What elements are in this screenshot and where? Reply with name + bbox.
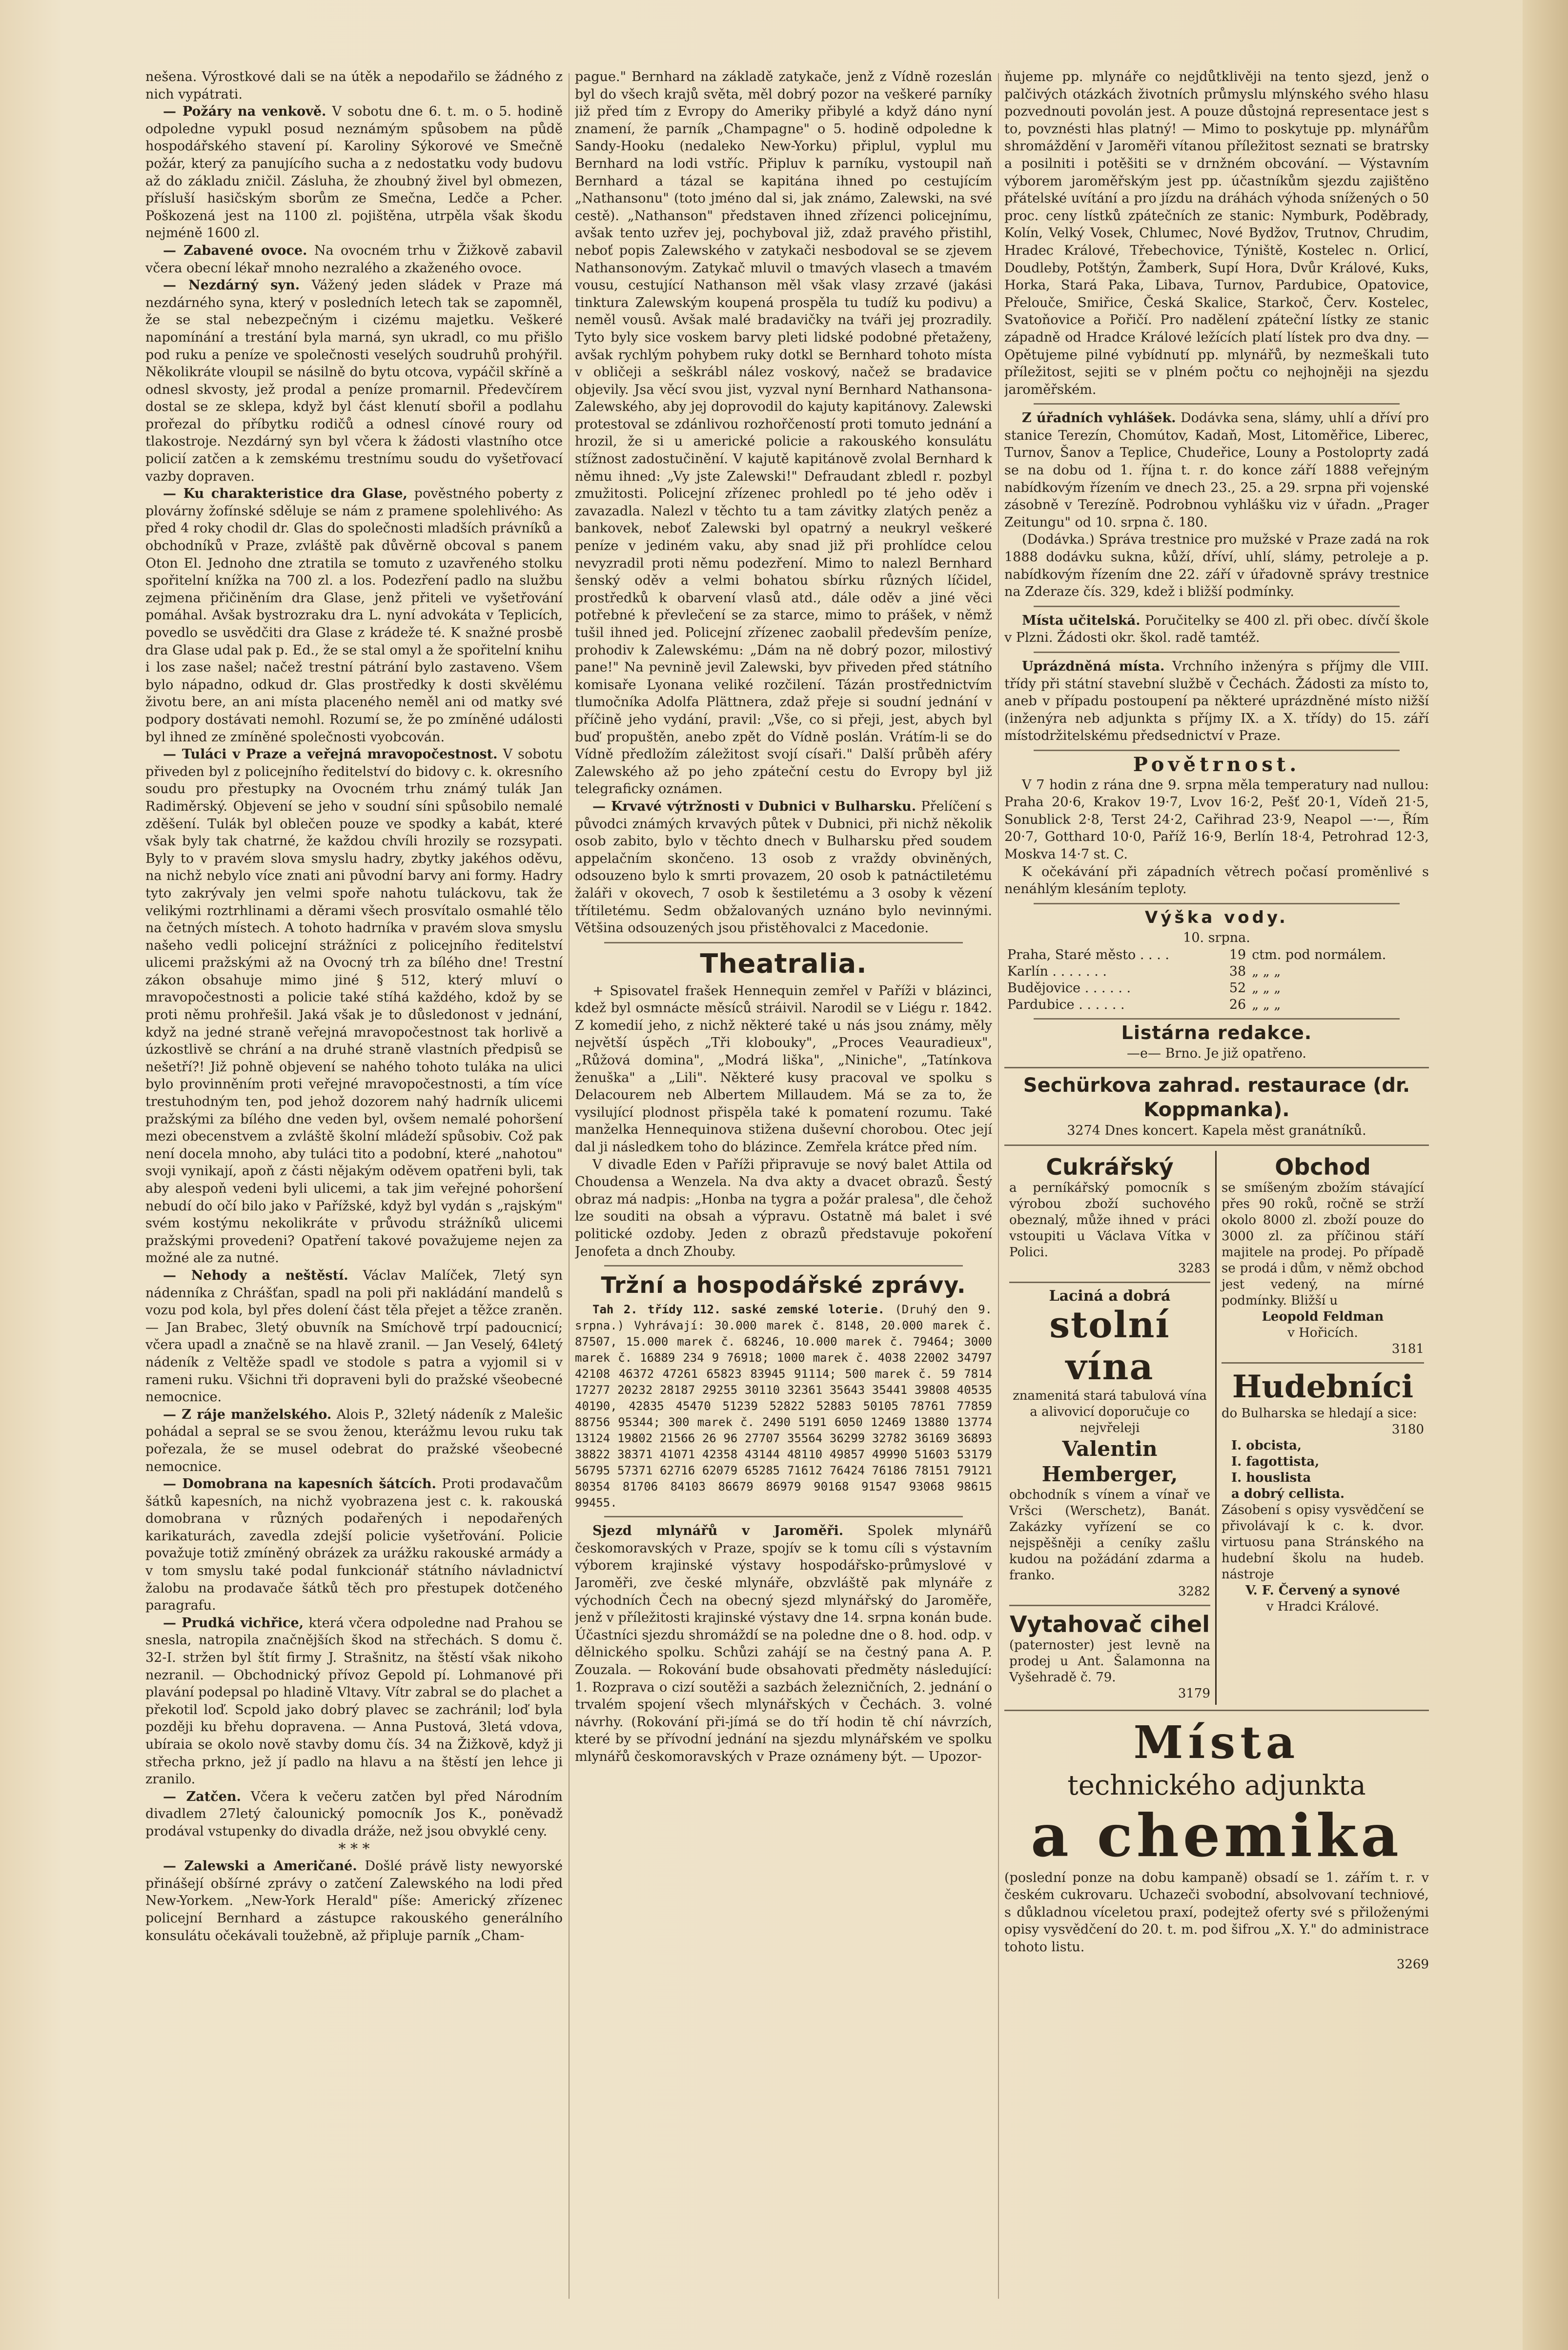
article-title: — Tuláci v Praze a veřejná mravopočestnost. [163,747,498,762]
divider [1034,606,1400,607]
ad-number: 3269 [1396,1957,1429,1972]
article-title: Sjezd mlynářů v Jaroměři. [592,1523,844,1539]
table-row [1004,947,1429,963]
ad-wine-body: znamenitá stará tabulová vína a alivovicí doporučuje co nejvřeleji [1013,1388,1207,1435]
divider [1034,652,1400,653]
divider [1034,403,1400,405]
article [145,277,563,485]
divider [1034,1018,1400,1020]
editorial-note: —e— Brno. Je již opatřeno. [1127,1045,1306,1061]
ad-number: 3181 [1391,1341,1424,1356]
article [145,1788,563,1840]
ad-column-left [1004,1151,1217,1705]
unit: „ „ „ [1252,980,1281,996]
article-text: Včera k večeru zatčen byl před Národním divadlem 27letý čalounický pomocník Jos K., poněvadž prodával vstupenky do divadla dráže, než jsou obvyklé ceny. [145,1789,563,1839]
article-title: Uprázdněná místa. [1022,659,1165,674]
article [145,1406,563,1475]
ad-shop-title: Obchod [1275,1153,1371,1180]
list-item: I. fagottista, [1231,1454,1320,1469]
divider [604,942,963,943]
ad-brick-lift-body: (paternoster) jest levně na prodej u Ant. Šalamonna na Vyšehradě č. 79. [1009,1637,1210,1685]
list-item: I. houslista [1231,1470,1311,1485]
article-title: — Zalewski a Američané. [163,1859,357,1874]
article-text: Přelíčení s původci známých krvavých půtek v Dubnici, při nichž několik osob zabito, bylo v těchto dnech v Bulharsku před soudem appelačním skončeno. 13 osob z vraždy obviněných, odsouzeno bylo k smrti provazem, 20 osob k patnáctiletému žaláři v okovech, 7 osob k šestiletému a 3 osoby k vězení třítiletému. Sedm obžalovaných uznáno bylo nevinnými. Většina odsouzených jsou přistěhovalci z Macedonie. [575,798,992,936]
article-text: Proti prodavačům šátků kapesních, na nichž vyobrazena jest c. k. rakouská domobrana v různých podařených i nepodařených karikaturách, zavedla zdejší policie vyšetřování. Policie považuje totiž zmíněný obrázek za urážku rakouské armády a v tom smyslu také podal funkcionář státního návladnictví žalobu na prodavače šátků těch pro přestupek dotčeného paragrafu. [145,1476,563,1614]
article-title: — Ku charakteristice dra Glase, [163,486,407,502]
value: 19 [1229,947,1246,962]
article-text: Došlé právě listy newyorské přinášejí obšírné zprávy o zatčení Zalewského na lodi před New-Yorkem. „New-York Herald" píše: Americký zřízenec policejní Bernhard a zástupce rakouského generálního konsulátu očekávali toužebně, až připluje parník „Cham- [145,1859,563,1943]
article-text: Václav Malíček, 7letý syn nádenníka z Chrášťan, spadl na poli při nakládání mandelů s vozu pod kola, byl přes dolení část těla přejet a těžce zraněn. — Jan Brabec, 3letý obuvník na Smíchově trpí padoucnicí; včera upadl a značně se na hlavě zranil. — Jan Veselý, 64letý nádeník z Veltěže spadl ve stodole s patra a vyjomil si v rameni ruku. Všichni tři dopraveni byli do pražské všeobecné nemocnice. [145,1267,563,1405]
ad-shop-body: se smíšeným zbožím stávající přes 90 roků, ročně se strží okolo 8000 zl. zboží pouze do 3000 zl. za příčinou stáří majitele na prodej. Po případě se prodá i dům, v němž obchod jest vedený, na mírné podmínky. Bližší u [1222,1180,1424,1308]
section-heading-theatralia: Theatralia. [700,948,867,979]
section-heading-weather: Povětrnost. [1133,753,1301,776]
article-title: — Nezdárný syn. [163,278,300,293]
article-text: + Spisovatel frašek Hennequin zemřel v Paříži v blázinci, kdež byl osmnácte měsíců stráivil. Narodil se v Liégu r. 1842. Z komedií jeho, z nichž některé také u nás jsou známy, měly největší úspěch „Tři klobouky", „Proces Veauradieux", „Růžová domina", „Modrá liška", „Niniche", „Tatínkova ženuška" a „Lili". Některé kusy pracoval ve spolku s Delacourem neb Albertem Millaudem. Má se za to, že vysilující plodnost přispěla také k pomatení rozumu. Také manželka Hennequinova stižena duševní chorobou. Otec její dal ji následkem toho do blázince. Zemřela krátce před ním. [575,983,992,1155]
article-title: Z úřadních vyhlášek. [1022,410,1176,426]
value: 26 [1229,997,1246,1012]
article-text: která včera odpoledne nad Prahou se snesla, natropila značnějších škod na střechách. S domu č. 32-I. stržen byl štít firmy J. Strašnitz, na štěstí však nikoho nezranil. — Obchodnický přívoz Gepold pí. Lohmanové při plavání podepsal po hladině Vltavy. Vítr zabral se do plachet a překotil loď. Scpold jako dobrý plavec se zachránil; loď byla později ku břehu dopravena. — Anna Pustová, 3letá vdova, ubíraia se okolo nově stavby domu čís. 34 na Žižkově, když ji střecha prkno, jež jí padlo na hlavu a na štěstí jen lehce ji zranilo. [145,1615,563,1787]
weather-report: V 7 hodin z rána dne 9. srpna měla temperatury nad nullou: Praha 20·6, Krakov 19·7, Lvov 16·2, Pešť 20·1, Vídeň 21·5, Sonublick 2·8, Terst 24·2, Cařihrad 23·9, Neapol —·—, Řím 20·7, Gotthard 10·0, Paříž 16·9, Berlín 18·4, Petrohrad 12·3, Moskva 14·7 st. C. [1004,777,1429,862]
article [145,1475,563,1614]
ad-musicians-body: do Bulharska se hledají a sice: [1222,1406,1417,1421]
table-row [1004,980,1429,997]
article-text: Dodávka sena, slámy, uhlí a dříví pro stanice Terezín, Chomútov, Kadaň, Most, Litoměřice, Liberec, Turnov, Šanov a Teplice, Chudeřice, Louny a Postoloprty zadá se na dobu od 1. října t. r. do konce září 1888 veřejným nabídkovým řízením ve dnech 23., 25. a 29. srpna při vojenské zásobně v Terezíně. Podrobnou vyhlášku viz v úřadn. „Prager Zeitungu" od 10. srpna č. 180. [1004,410,1429,530]
ad-musicians-body-2: Zásobení s opisy vysvědčení se přivolávají k c. k. dvor. virtuosu pana Stránského na hudební školu na hudeb. nástroje [1222,1502,1424,1582]
divider [1004,1710,1429,1711]
divider [1004,1144,1429,1146]
place: Praha, Staré město . . . . [1007,947,1169,962]
water-level-table [1004,947,1429,1013]
place: Karlín . . . . . . . [1007,963,1107,979]
value: 52 [1229,980,1246,996]
ad-restaurant-title: Sechürkova zahrad. restaurace (dr. Koppmanka). [1023,1074,1410,1122]
ad-wine-title: Laciná a dobrá [1049,1287,1171,1305]
article-title: — Domobrana na kapesních šátcích. [163,1476,436,1492]
column-1 [145,68,563,2304]
column-divider [569,73,570,2299]
article [1004,409,1429,531]
ad-number: 3282 [1178,1584,1210,1599]
article-title: — Prudká vichřice, [163,1615,304,1631]
section-heading-water-level: Výška vody. [1145,907,1288,927]
ad-number: 3283 [1178,1261,1210,1276]
article [575,798,992,937]
unit: „ „ „ [1252,997,1281,1012]
table-row [1004,963,1429,980]
ad-wine-headline: stolní vína [1049,1304,1170,1388]
lottery-results: (Druhý den 9. srpna.) Vyhrávají: 30.000 marek č. 8148, 20.000 marek č. 87507, 15.000 marek č. 68246, 10.000 marek č. 79464; 3000 marek č. 16889 234 9 76918; 1000 marek č. 4038 22002 34797 42108 46372 47261 65823 83945 91114; 500 marek č. 59 7814 17277 20232 28187 29255 30110 32361 35643 35441 39808 40535 40190, 42835 45470 51239 52822 52883 50105 78761 77859 88756 95344; 300 marek č. 2490 5191 6050 12469 13880 13774 13124 19802 21566 26 96 27707 35564 36299 32782 36169 36893 38822 38371 41071 42358 43144 48110 49857 49990 51603 53179 56795 57371 62716 62079 65285 71612 76424 76186 78151 79121 80354 81706 84103 86679 86979 90168 91547 93068 98615 99455. [575,1303,992,1510]
article [145,1614,563,1788]
article-text: pague." Bernhard na základě zatykače, jenž z Vídně rozeslán byl do všech krajů světa, měl dobrý pozor na veškeré parníky již před tím z Evropy do Ameriky přibylé a když dáno nyní znamení, že parník „Champagne" o 5. hodině odpoledne k Sandy-Hooku (nedaleko New-Yorku) připlul, vyplul mu Bernhard na lodi vstříc. Připluv k parníku, vystoupil naň Bernhard a tázal se kapitána ihned po cestujícím „Nathansonu" (toto jméno dal si, jak známo, Zalewski, na své cestě). „Nathanson" představen ihned zřízenci policejnímu, avšak tento uzřev jej, pochyboval již, zdaž pravého přistihl, neboť popis Zalewského v zatykači nesbodoval se se zjevem Nathansonovým. Zatykač mluvil o tmavých vlasech a tmavém vousu, cestující Nathanson měl však vlasy zrzavé (jakási tinktura Zalewským koupená prospěla tu tudíž ku podivu) a neměl vousů. Avšak malé bradavičky na tváři jej prozradily. Tyto byly sice voskem barvy pleti lidské podobné přetaženy, avšak rychlým pohybem ruky dotkl se Bernhard tohoto místa v obličeji a seškrábl nález voskový, načež se bradavice objevily. Jsa věcí svou jist, vyzval nyní Bernhard Nathansona-Zalewského, aby jej doprovodil do kajuty kapitánovy. Zalewski protestoval se zdánlivou rozhořčeností proti tomuto jednání a hrozil, že si u americké policie a rakouského konsulátu stížnost zadostučinění. V kajutě kapitánově zvolal Bernhard k němu ihned: „Vy jste Zalewski!" Defraudant zbledl r. pozbyl zmužitosti. Policejní zřízenec prohledl po té jeho oděv i zavazadla. Nalezl v těchto tu a tam závitky zlatých peněz a bankovek, neboť Zalewski byl opatrný a neukryl veškeré peníze v jediném vaku, aby snad již při prohlídce celou nevyzradil proti němu podezření. Mimo to nalezl Bernhard šenský oděv a velmi bohatou sbírku různých líčidel, prostředků k obarvení vlasů atd., dále oděv a jiné věci potřebné k převlečení se za starce, mimo to prášek, v němž tušil ihned jed. Policejní zřízenec zaobalil především peníze, prohodiv k Zalewskému: „Dám na ně dobrý pozor, milostivý pane!" Na pevnině jevil Zalewski, byv přiveden před státního komisaře Lyonana veliké rozčilení. Tázán prostřednictvím tlumočníka Adolfa Plättnera, zdaž přeje si soudní jednání v příčině jeho vydání, pravil: „Vše, co si přeji, jest, abych byl buď propuštěn, anebo zpět do Vídně poslán. Vrátím-li se do Vídně předložím záležitost svojí císaři." Další průběh aféry Zalewského až po jeho zpáteční cestu do Evropy byl již telegraficky oznámen. [575,69,992,797]
article [575,1302,992,1511]
article-title: — Z ráje manželského. [163,1407,332,1422]
place: Budějovice . . . . . . [1007,980,1131,996]
article-text: Spolek mlynářů českomoravských v Praze, spojív se k tomu cíli s výstavním výborem krajinské výstavy hospodářsko-průmyslové v Jaroměři, zve české mlynáře, obzvláště pak mlynáře z východních Čech na obecný sjezd mlynářský do Jaroměře, jenž v příležitosti krajinské výstavy dne 14. srpna konán bude. Účastníci sjezdu shromáždí se na poledne dne o 8. hod. odp. v dělnického spolku. Schůzi zahájí se na čestný pana A. P. Zouzala. — Rokování bude obsahovati předměty následující: 1. Rozprava o cizí soutěži a sazbách železničních, 2. jednání o trvalém spojení všech mlynářských v Čechách. 3. volné návrhy. (Rokování při-jímá se do tří hodin tě chí návrzích, které by se přívodní jednání na sjezdu mlynářském ve spolku mlynářů českomoravských v Praze oznámeny být. — Upozor- [575,1523,992,1764]
list-item: a dobrý cellista. [1231,1486,1345,1501]
weather-forecast: K očekávání při západních větrech počasí proměnlivé s nenáhlým klesáním teploty. [1004,864,1429,897]
ad-number: 3180 [1391,1422,1424,1437]
column-divider [998,73,999,2299]
article-title: — Nehody a neštěstí. [163,1267,348,1283]
ad-position-body: (poslední ponze na dobu kampaně) obsadí se 1. zářím t. r. v českém cukrovaru. Uchazeči svobodní, absolvovaní techniové, s důkladnou víceletou praxí, podejtež oferty své s přiloženými opisy vysvědčení do 20. t. m. pod šifrou „X. Y." do administrace tohoto listu. [1004,1870,1429,1955]
article-text: Vážený jeden sládek v Praze má nezdárného syna, který v posledních letech tak se zapomněl, že se stal nebezpečným i cizému majetku. Veškeré napomínání a trestání byla marná, syn ukradl, co mu přišlo pod ruku a peníze ve společnosti veselých soudruhů prohýřil. Několikráte vloupil se násilně do bytu otcova, vypáčil skříně a odnesl skvosty, jež prodal a peníze promarnil. Předevčírem dostal se ze sklepa, když byl část klenutí sbořil a podlahu prořezal do příbytku rodičů a odnesl cínové roury od tlakostroje. Nezdárný syn byl včera k žádosti vlastního otce policií zatčen a k zemskému trestnímu soudu do vyšetřovací vazby dopraven. [145,278,563,484]
ad-confectioner-title: Cukrářský [1046,1153,1174,1180]
divider [1009,1282,1210,1283]
ad-restaurant-body: 3274 Dnes koncert. Kapela měst granátníků. [1067,1123,1366,1139]
article-text: pověstného poberty z plovárny žofínské sděluje se nám z pramene spolehlivého: As před 4 roky chodil dr. Glas do společnosti mladších právníků a obchodníků v Praze, zvláště pak důvěrně obcoval s panem Oton El. Jednoho dne ztratila se tomuto z uzavřeného stolku spořitelní knížka na 700 zl. a los. Podezření padlo na službu zejmena přičiněním dra Glase, jenž přiteli ve vyšetřování pomáhal. Avšak bystrozraku dra L. nyní advokáta v Teplicích, povedlo se usvědčiti dra Glase z krádeže té. K snažné prosbě dra Glase udal pak p. Ed., že se stal omyl a že spořitelní knihu i los zase našel; načež trestní pátrání bylo zastaveno. Všem bylo nápadno, odkud dr. Glas prostředky k dosti skvělému životu bere, an ani místa placeného neměl ani od matky své podpory dostávati nemohl. Rozumí se, že po zmíněné události byl ihned ze zmíněné společnosti vyobcován. [145,486,563,745]
ad-grid [1004,1151,1429,1705]
ad-position-headline: a chemika [1031,1801,1403,1870]
ad-shop-place: v Hořicích. [1287,1325,1358,1340]
divider [1004,1067,1429,1068]
column-2 [575,68,992,2304]
divider [604,1265,963,1267]
place: Pardubice . . . . . . [1007,997,1125,1012]
water-level-date: 10. srpna. [1183,930,1250,946]
article-text: Vrchního inženýra s příjmy dle VIII. třídy při státní stavební službě v Čechách. Žádosti za místo to, aneb v případu postoupení pa některé uprázdněné místo nižší (inženýra neb adjunkta s příjmy IX. a X. třídy) do 15. září místodržitelskému předsednictví v Praze. [1004,659,1429,744]
article-text: (Dodávka.) Správa trestnice pro mužské v Praze zadá na rok 1888 dodávku sukna, kůží, dříví, uhlí, slámy, petroleje a p. nabídkovým řízením dne 22. září v úřadovně správy trestnice na Zderaze čís. 329, kdež i bližší podmínky. [1004,532,1429,600]
article [145,103,563,242]
section-separator: * * * [338,1840,370,1858]
section-heading-editorial-letters: Listárna redakce. [1121,1022,1312,1043]
article-text: ňujeme pp. mlynáře co nejdůtklivěji na tento sjezd, jenž o palčivých otázkách životních průmyslu mlýnského svého hlasu pozvednouti povolán jest. A pouze důstojná representace jest s to, povznésti hlas platný! — Mimo to poskytuje pp. mlynářům shromáždění v Jaroměři vítanou příležitost seznati se bratrsky a posilniti i potěšiti se v drnžném obcování. — Výstavním výborem jaroměřským jest pp. účastníkům sjezdu zajištěno přátelské uvítání a pro jízdu na dráhách výhoda snížených o 50 proc. ceny lístků zpátečních ze stanic: Nymburk, Poděbrady, Kolín, Velký Vosek, Chlumec, Nové Bydžov, Trutnov, Chrudim, Hradec Králové, Třebechovice, Týniště, Kostelec n. Orlicí, Doudleby, Potštýn, Žamberk, Supí Hora, Dvůr Králové, Kuks, Horka, Stará Paka, Libava, Turnov, Pardubice, Opatovice, Přelouče, Smiřice, Česká Skalice, Starkoč, Červ. Kostelec, Svatoňovice a Pořičí. Pro nadělení zpáteční lístky ze stanic západně od Hradce Králové ležících platí lístek pro dva dny. — Opětujeme pilné vybídnutí pp. mlynářů, by nezmeškali tuto příležitost, sejiti se v plném počtu co nejhojněji na sjezdu jaroměřském. [1004,69,1429,397]
ad-position-title: Místa [1133,1716,1300,1769]
ad-wine-name: Valentin Hemberger, [1041,1436,1178,1486]
section-heading-market: Tržní a hospodářské zprávy. [601,1272,966,1299]
ad-musicians-title: Hudebníci [1232,1368,1414,1405]
article-text: Na ovocném trhu v Žižkově zabavil včera obecní lékař mnoho nezralého a zkaženého ovoce. [145,243,563,276]
ad-position-subtitle: technického adjunkta [1067,1769,1366,1801]
unit: ctm. pod normálem. [1252,947,1386,962]
column-3 [1004,68,1429,2304]
divider [1034,750,1400,751]
article [575,1522,992,1765]
article [1004,658,1429,745]
ad-number: 3179 [1178,1686,1210,1701]
table-row [1004,997,1429,1013]
page-fold-shadow [1523,0,1568,2350]
ad-confectioner-body: a perníkářský pomocník s výrobou zboží suchového obeznalý, může ihned v práci vstoupiti u Václava Vítka v Polici. [1009,1180,1210,1260]
divider [1034,903,1400,904]
value: 38 [1229,963,1246,979]
article [1004,612,1429,647]
unit: „ „ „ [1252,963,1281,979]
article-text: V sobotu dne 6. t. m. o 5. hodině odpoledne vypukl posud neznámým spůsobem na půdě hospodářského stavení pí. Karoliny Sýkorové ve Smečně požár, který za panujícího sucha a z nedostatku vody budovu až do základu zničil. Zásluha, že zhoubný živel byl obmezen, přísluší hasičským sborům ze Smečna, Ledče a Pcher. Poškozená jest na 1100 zl. pojištěna, utrpěla však škodu nejméně 1600 zl. [145,104,563,241]
ad-musicians-list [1222,1438,1424,1502]
ad-shop-name: Leopold Feldman [1262,1309,1384,1324]
ad-wine-body-2: obchodník s vínem a vínař ve Vršci (Werschetz), Banát. Zakázky vyřízení se co nejspěšněji a ceníky zašlu kudou na požádání zdarma a franko. [1009,1487,1210,1583]
article [145,485,563,746]
article-title: — Požáry na venkově. [163,104,326,120]
article [145,746,563,1267]
ad-musicians-name: V. F. Červený a synové [1245,1583,1400,1598]
list-item: I. obcista, [1231,1438,1302,1453]
article-text: V sobotu přiveden byl z policejního ředitelství do bidovy c. k. okresního soudu pro přestupky na Ovocném trhu známý tulák Jan Radiměrský. Objevení se jeho v soudní síni spůsobilo nemalé zděšení. Tulák byl oblečen pouze ve spodky a kabát, které však byly tak chatrné, že každou chvíli hrozily se rozsypati. Byly to v pravém slova smyslu hadry, zbytky jakéhos oděvu, na nichž nebylo více znati ani původní barvy ani formy. Hadry tyto zakrývaly jen velmi spoře nahotu tuláckovu, tak že velikými roztrhlinami a děrami všech prosvítalo osmahlé tělo na četných místech. A tohoto hadrníka v pravém slova smyslu našeho vedli policejní strážníci z policejního ředitelství ulicemi pražskými až na Ovocný trh za bílého dne! Trestní zákon obsahuje mimo jiné § 512, který mluví o mravopočestnosti a policie také stíhá každého, kdož by se proti němu prohřešil. Jaká však je to důsledonost v jednání, když na jedné straně veřejná mravopočestnost tak horlivě a úzkostlivě se chrání a na druhé straně vlastních předpisů se nešetří?! Již pohně objevení se nahého tohoto tuláka na ulici bylo provinněním proti veřejné mravopočestnosti, a tím více trestuhodným ten, pod jehož dozorem nahý hadrník ulicemi pražskými za bílého dne veden byl, ovšem nemalé pohoršení mezi obecenstvem a zvláště školní mládeží spůsobiv. Což pak není docela mnoho, aby tuláci tito a podobní, které „nahotou" svoji vynikají, apoň z části nějakým oděvem opatřeni byli, tak aby alespoň vedeni byli ulicemi, a tak jim veřejné pohoršení nebudí do očí bilo jako v Pařížské, když byl vydán s „rajským" svém kostýmu nekolikráte v průvodu strážníků ulicemi pražskými provedeni? Opatření takové považujeme nejen za možné ale za nutné. [145,747,563,1266]
article-text: Poručitelky se 400 zl. při obec. dívčí škole v Plzni. Žádosti okr. škol. radě tamtéž. [1004,613,1429,646]
article-title: — Zatčen. [163,1789,241,1804]
article [145,1267,563,1406]
divider [1222,1362,1424,1364]
divider [604,1516,963,1517]
article-title: — Krvavé výtržnosti v Dubnici v Bulharsku. [592,798,916,814]
ad-brick-lift-title: Vytahovač cihel [1009,1611,1210,1637]
article-text: V divadle Eden v Paříži připravuje se nový balet Attila od Choudensa a Wenzela. Na dva akty a dvacet obrazů. Šestý obraz má nadpis: „Honba na tygra a požár pralesa", dle čehož lze souditi na obsah a výpravu. Ostatně má balet i své politické ozdoby. Jeden z obrazů představuje pokoření Jenofeta a dnch Zhouby. [575,1157,992,1259]
article-text: Alois P., 32letý nádeník z Malešic pohádal a sepral se se svou ženou, kterážmu levou ruku tak pořezala, že se musel odebrat do pražské všeobecné nemocnice. [145,1407,563,1474]
article-title: Místa učitelská. [1022,613,1140,628]
article-title: — Zabavené ovoce. [163,243,307,258]
article-title: Tah 2. třídy 112. saské zemské loterie. [592,1303,885,1317]
ad-column-right [1217,1151,1429,1705]
article-text: nešena. Výrostkové dali se na útěk a nepodařilo se žádného z nich vypátrati. [145,69,563,102]
ad-musicians-place: v Hradci Králové. [1266,1599,1379,1614]
article [145,242,563,277]
article [145,1858,563,1944]
divider [1009,1605,1210,1606]
